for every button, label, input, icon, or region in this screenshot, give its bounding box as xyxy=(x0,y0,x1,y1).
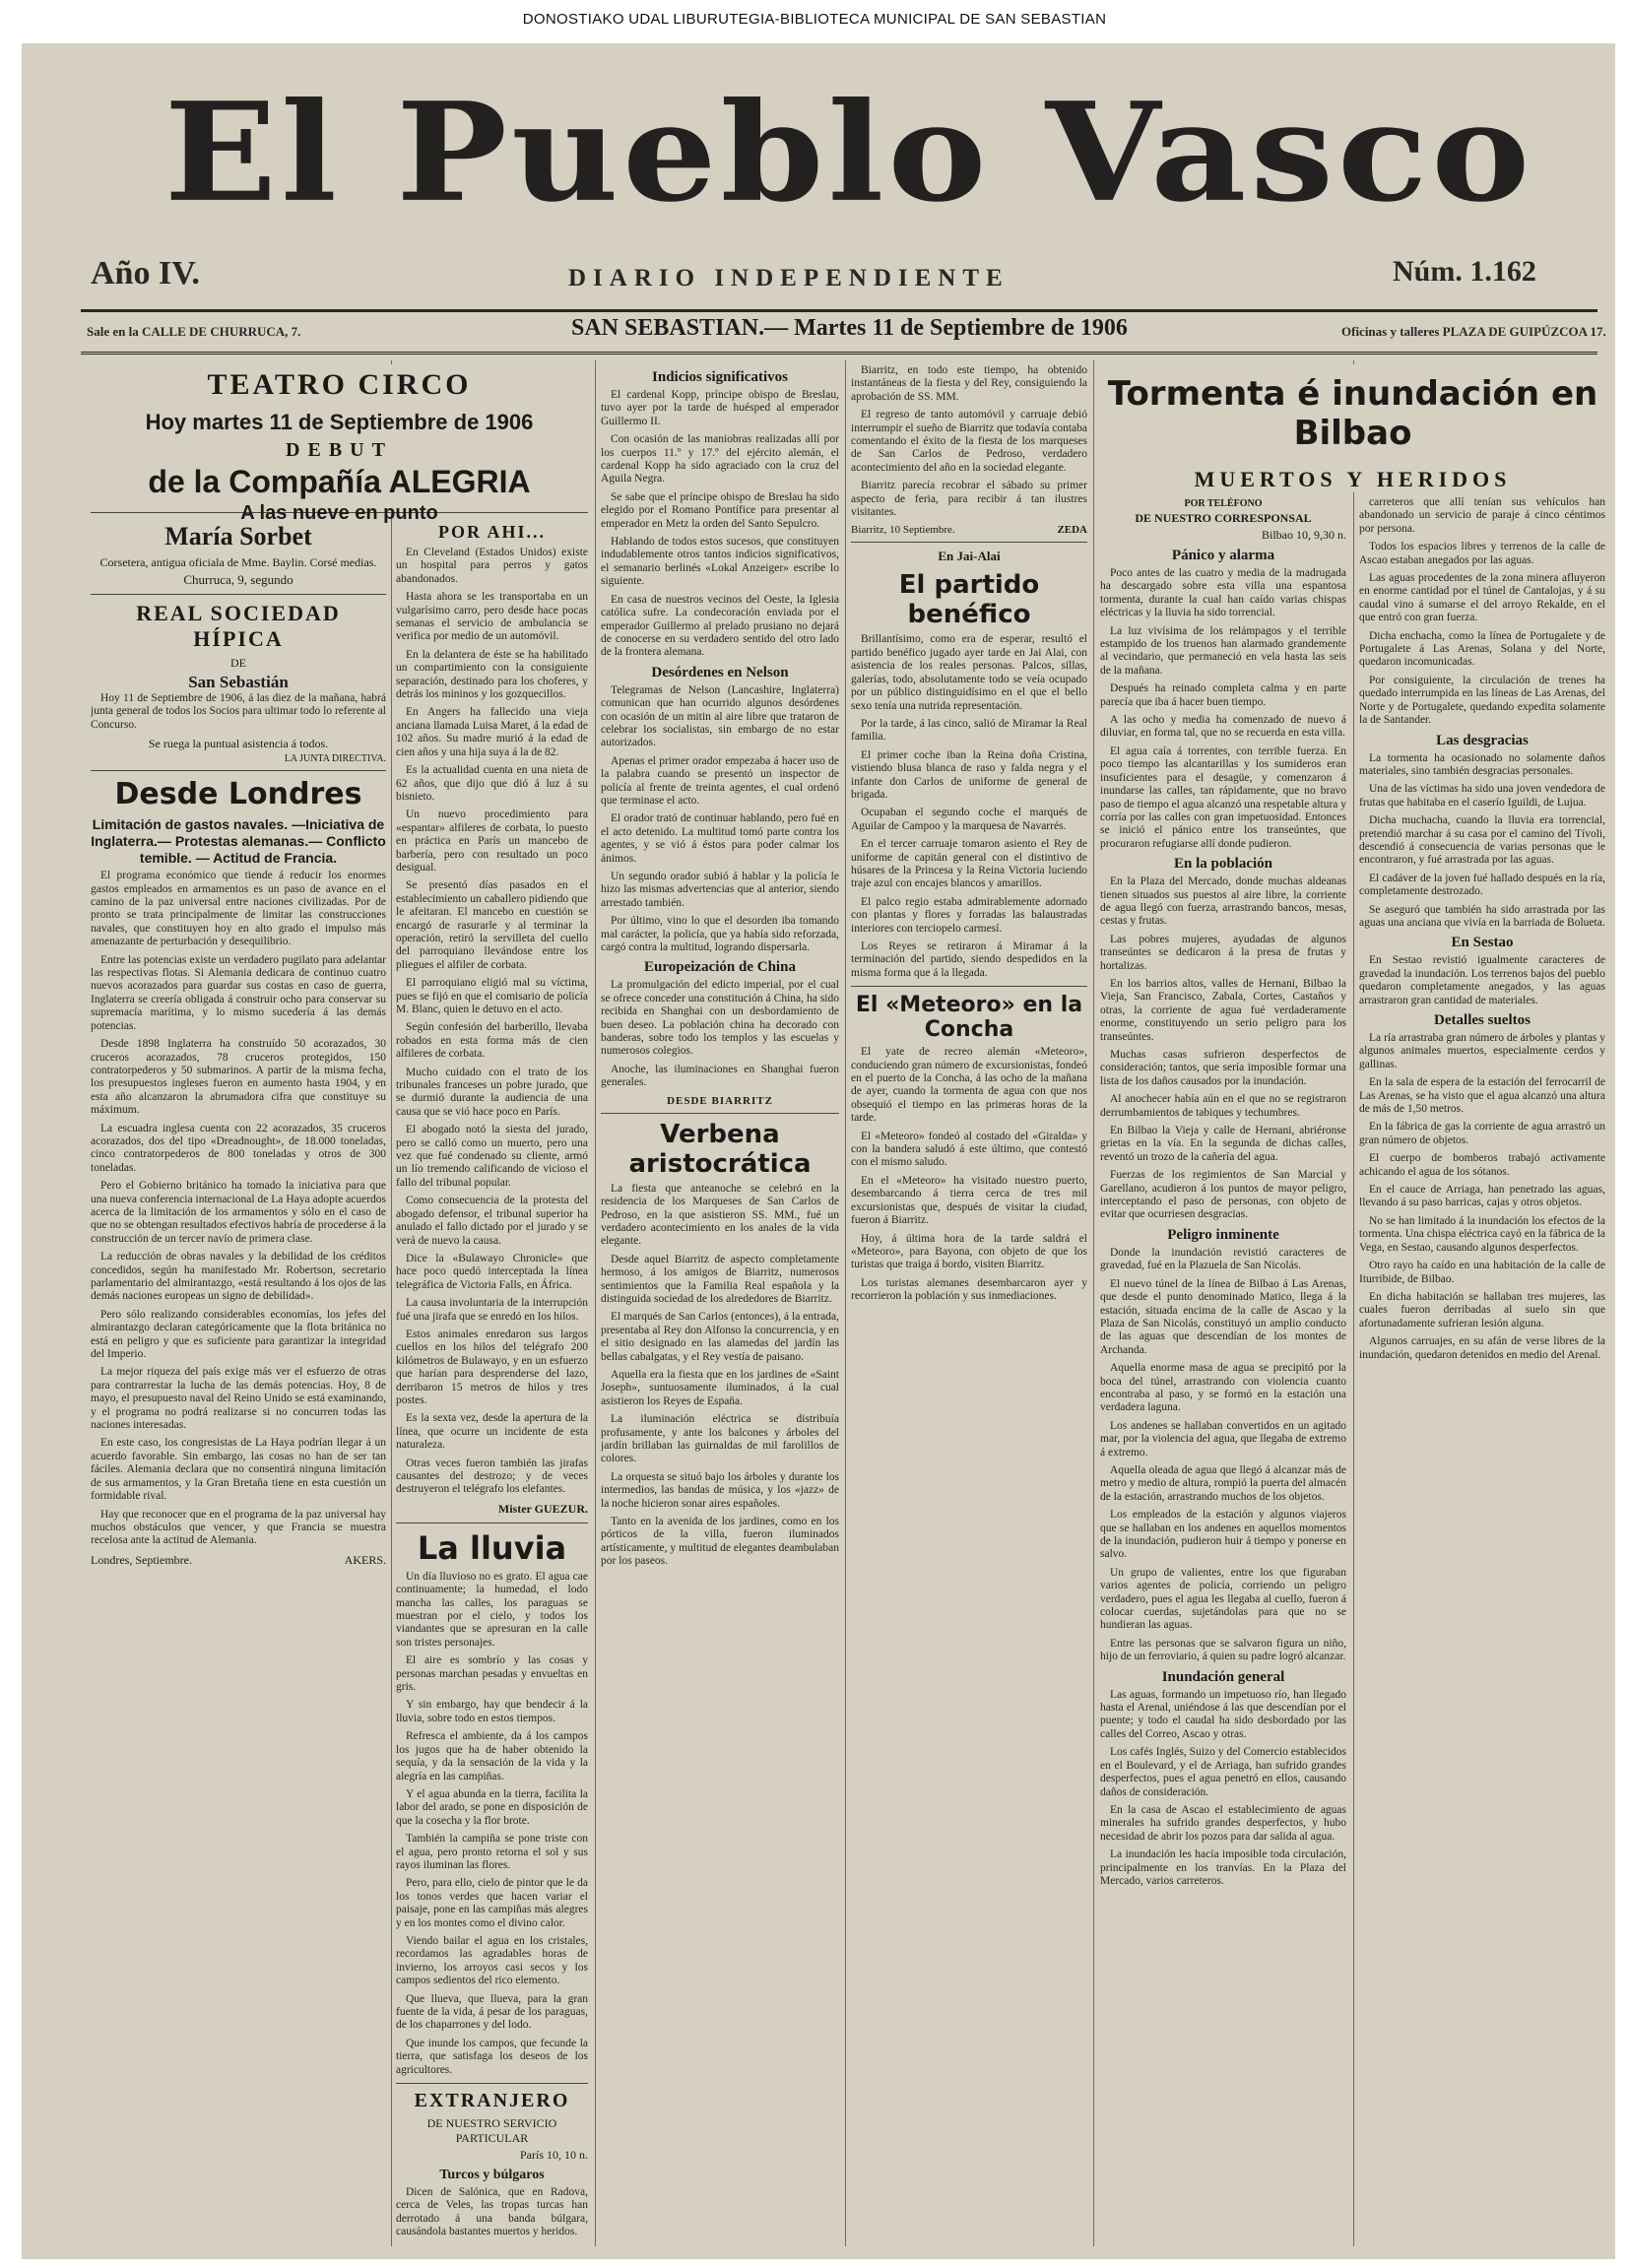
hipica-title: REAL SOCIEDAD HÍPICA xyxy=(136,601,341,651)
column-divider xyxy=(845,360,846,2246)
londres-paragraph: Entre las potencias existe un verdadero pugilato para adelantar las respectivas flotas. Si Alemania dedicara de continuo cuatro nuevos acorazados para guardar sus costas en caso de guerra, Inglaterra se creería obligada á construir ocho para conservar su supremacía marítima, y lo mismo sucedería á las demás potencias. xyxy=(91,953,386,1032)
partido-paragraph: El palco regio estaba admirablemente adornado con plantas y flores y forradas las balaustradas interiores con terciopelo carmesí. xyxy=(851,895,1087,935)
china-title: Europeización de China xyxy=(644,959,796,976)
lluvia-paragraph: El aire es sombrío y las cosas y personas marchan pesadas y envueltas en gris. xyxy=(396,1654,588,1694)
carta-paragraph: El regreso de tanto automóvil y carruaje debió interrumpir el sueño de Biarritz que todavía contaba comentando el éxito de la fiesta de los marqueses de San Carlos de Pedroso, verdadero acontecimiento del año en la sociedad elegante. xyxy=(851,409,1087,474)
tormenta-header xyxy=(1100,364,1605,492)
hipica-note: Se ruega la puntual asistencia á todos. xyxy=(148,737,329,751)
desgracias-paragraph: El cadáver de la joven fué hallado después en la ría, completamente destrozado. xyxy=(1359,872,1605,898)
nelson-paragraph: Un segundo orador subió á hablar y la policía le hizo las mismas advertencias que al anterior, siendo arrestado también. xyxy=(601,871,839,909)
detalles-title: Detalles sueltos xyxy=(1434,1012,1531,1028)
inundacion-paragraph: En la casa de Ascao el establecimiento de aguas minerales ha sufrido grandes desperfectos, y hubo necesidad de abrir los pozos para dar salida al agua. xyxy=(1100,1803,1346,1843)
partido-paragraph: Los Reyes se retiraron á Miramar á la terminación del partido, siendo despedidos en la misma forma que á la llegada. xyxy=(851,940,1087,979)
londres-paragraph: La escuadra inglesa cuenta con 22 acorazados, 35 cruceros acorazados, dos del tipo «Dreadnought», de 18.000 toneladas, cinco contratorpederos de 800 toneladas y otros de 300 toneladas. xyxy=(91,1122,386,1174)
lluvia-paragraph: Refresca el ambiente, da á los campos los jugos que ha de haber obtenido la sequía, y da la sensación de la vida y la alegría en las campiñas. xyxy=(396,1730,588,1782)
teatro-debut: DEBUT xyxy=(286,439,393,461)
carta-paragraph: Biarritz parecía recobrar el sábado su primer aspecto de feria, para recibir á tan ilustres visitantes. xyxy=(851,480,1087,519)
teatro-time: A las nueve en punto xyxy=(240,502,438,524)
bilbao-paragraph: Dicha enchacha, como la línea de Portugalete y de Portugalete á Las Arenas, Solana y del Norte, quedaron incomunicadas. xyxy=(1359,629,1605,669)
verbena-paragraph: Aquella era la fiesta que en los jardines de «Saint Joseph», suntuosamente iluminados, á la cual asistieron los Reyes de España. xyxy=(601,1368,839,1407)
desgracias-paragraph: Dicha muchacha, cuando la lluvia era torrencial, pretendió marchar á su casa por el camino del Tívoli, descendió á consecuencia de varias personas que le encontraron, y fué arrastrada por las aguas. xyxy=(1359,814,1605,867)
porahi-paragraph: El parroquiano eligió mal su víctima, pues se fijó en que el comisario de policía M. Blanc, quien le detuvo en el acto. xyxy=(396,977,588,1015)
detalles-paragraph: El cuerpo de bomberos trabajó activamente achicando el agua de los sótanos. xyxy=(1359,1152,1605,1178)
verbena-paragraph: La fiesta que anteanoche se celebró en la residencia de los Marqueses de San Carlos de Pedroso, en la que asistieron SS. MM., fué un verdadero acontecimiento en los anales de la vida elegante. xyxy=(601,1182,839,1248)
porahi-paragraph: Otras veces fueron también las jirafas causantes del destrozo; y de veces destruyeron el telégrafo los elefantes. xyxy=(396,1457,588,1496)
column-2 xyxy=(396,516,588,2247)
verbena-paragraph: Desde aquel Biarritz de aspecto completamente hermoso, á los amigos de Biarritz, numerosos sentimientos que la Familia Real española y la distinguida sociedad de los alrededores de Biarritz. xyxy=(601,1253,839,1305)
panico-paragraph: Poco antes de las cuatro y media de la madrugada ha descargado sobre esta villa una espantosa tormenta, durante la cual han caído varias chispas eléctricas y la lluvia ha sido torrencial. xyxy=(1100,567,1346,619)
divider xyxy=(396,2083,588,2084)
verbena-title: Verbena aristocrática xyxy=(628,1119,812,1179)
detalles-paragraph: Otro rayo ha caído en una habitación de la calle de Iturribide, de Bilbao. xyxy=(1359,1260,1605,1285)
extranjero-sub: Turcos y búlgaros xyxy=(439,2168,545,2183)
lluvia-title: La lluvia xyxy=(417,1528,567,1567)
column-4 xyxy=(851,364,1087,2247)
poblacion-paragraph: Fuerzas de los regimientos de San Marcial y Garellano, acudieron á los puntos de mayor peligro, interceptando el paso de personas, con objeto de evitar que ocurriesen desgracias. xyxy=(1100,1169,1346,1221)
sestao-title: En Sestao xyxy=(1451,935,1514,951)
desgracias-paragraph: La tormenta ha ocasionado no solamente daños materiales, sino también desgracias personales. xyxy=(1359,751,1605,777)
indicios-paragraph: El cardenal Kopp, príncipe obispo de Breslau, tuvo ayer por la tarde de huésped al emperador Guillermo II. xyxy=(601,389,839,427)
londres-paragraph: Hay que reconocer que en el programa de la paz universal hay muchos obstáculos que vencer, y que Francia se muestra recelosa ante la actitud de Alemania. xyxy=(91,1508,386,1547)
porahi-paragraph: En la delantera de éste se ha habilitado un compartimiento con la consiguiente separación, destinado para los choferes, y detrás los mininos y los gozquecillos. xyxy=(396,648,588,701)
lluvia-paragraph: Que inunde los campos, que fecunde la tierra, que satisfaga los deseos de los agricultores. xyxy=(396,2037,588,2076)
teatro-title: TEATRO CIRCO xyxy=(207,368,472,401)
londres-paragraph: Desde 1898 Inglaterra ha construído 50 acorazados, 30 cruceros acorazados, 78 cruceros protegidos, 150 contratorpederos y 50 submarinos. A partir de la misma fecha, los presupuestos ingleses fueron en aumento hasta 1904, y en esta año alcanzaron la abrumadora cifra que constituye su máximum. xyxy=(91,1038,386,1117)
indicios-paragraph: En casa de nuestros vecinos del Oeste, la Iglesia católica sufre. La condecoración enviada por el emperador Guillermo al prelado prusiano no dejará de conocerse en su verdadero sentido del otro lado de la frontera alemana. xyxy=(601,593,839,659)
meteoro-title: El «Meteoro» en la Concha xyxy=(855,993,1083,1043)
inundacion-title: Inundación general xyxy=(1161,1668,1285,1685)
verbena-paragraph: El marqués de San Carlos (entonces), á la entrada, presentaba al Rey don Alfonso la concurrencia, y en el sitio designado en las alamedas del jardín las bellas cabalgatas, y el Rey vestía de paisano. xyxy=(601,1311,839,1363)
column-3 xyxy=(601,364,839,2247)
lluvia-paragraph: Pero, para ello, cielo de pintor que le da los tonos verdes que hacen variar el paisaje, pone en las campiñas más alegres y en los montes como el divino calor. xyxy=(396,1877,588,1929)
extranjero-text: Dicen de Salónica, que en Radova, cerca de Veles, las tropas turcas han derrotado á una banda búlgara, causándola bastantes muertos y heridos. xyxy=(396,2186,588,2238)
detalles-paragraph: En la fábrica de gas la corriente de agua arrastró un gran número de objetos. xyxy=(1359,1121,1605,1146)
peligro-paragraph: Entre las personas que se salvaron figura un niño, hijo de un ferroviario, á quien su padre logró alcanzar. xyxy=(1100,1637,1346,1663)
detalles-paragraph: En la sala de espera de la estación del ferrocarril de Las Arenas, se ha visto que el agua alcanzó una altura de más de 1,50 metros. xyxy=(1359,1076,1605,1116)
masthead-number: Núm. 1.162 xyxy=(1393,255,1536,288)
indicios-title: Indicios significativos xyxy=(652,369,788,385)
divider xyxy=(851,986,1087,987)
porahi-sign: Mister GUEZUR. xyxy=(497,1501,588,1516)
porahi-paragraph: Mucho cuidado con el trato de los tribunales franceses un pobre jurado, que se durmió durante la audiencia de una causa que se vió hace poco en París. xyxy=(396,1066,588,1118)
indicios-paragraph: Hablando de todos estos sucesos, que constituyen indudablemente otros tantos indicios significativos, el semanario berlinés «Lokal Anzeiger» escribe lo siguiente. xyxy=(601,536,839,588)
teatro-date: Hoy martes 11 de Septiembre de 1906 xyxy=(145,410,534,434)
londres-paragraph: En este caso, los congresistas de La Haya podrían llegar á un acuerdo favorable. Sin embargo, las cosas no han de ser tan fáciles. Alemania declara que no consentirá ninguna limitación de sus armamentos, y la Gran Bretaña tiene en esta cuestión un formidable rival. xyxy=(91,1437,386,1503)
tormenta-title: Tormenta é inundación en Bilbao xyxy=(1107,374,1598,453)
peligro-paragraph: El nuevo túnel de la línea de Bilbao á Las Arenas, que desde el punto denominado Matico, llega á la estación, situada encima de la calle de Ascao y la Plaza de San Nicolás, constituyó un amplio conducto de las aguas que descendían de los montes de Archanda. xyxy=(1100,1277,1346,1356)
londres-paragraph: Pero el Gobierno británico ha tomado la iniciativa para que una nueva conferencia internacional de La Haya adopte acuerdos acerca de la limitación de los armamentos y sólo en el caso de que no se obtengan resultados efectivos habría de procederse á la construcción de un tercer navío de primera clase. xyxy=(91,1180,386,1245)
partido-paragraph: Ocupaban el segundo coche el marqués de Aguilar de Campoo y la marquesa de Navarrés. xyxy=(851,807,1087,832)
porahi-title: POR AHI... xyxy=(437,522,546,542)
sorbet-address: Churruca, 9, segundo xyxy=(183,572,293,587)
divider xyxy=(91,770,386,771)
detalles-paragraph: No se han limitado á la inundación los efectos de la tormenta. Una chispa eléctrica cayó en la fábrica de la Vega, en Sestao, causando algunos desperfectos. xyxy=(1359,1214,1605,1254)
offices-address: Oficinas y talleres PLAZA DE GUIPÚZCOA 17. xyxy=(1341,324,1606,339)
verbena-paragraph: Tanto en la avenida de los jardines, como en los pórticos de la villa, fueron iluminados artísticamente, y multitud de elegantes deambulaban por los paseos. xyxy=(601,1516,839,1568)
londres-paragraph: Pero sólo realizando considerables economías, los jefes del almirantazgo declaran categóricamente que la flota británica no está en peligro y que es suficiente para garantizar la integridad del Imperio. xyxy=(91,1308,386,1361)
porahi-paragraph: Un nuevo procedimiento para «espantar» alfileres de corbata, lo puesto en práctica en París un mancebo de barbería, pero con resultado un poco desigual. xyxy=(396,809,588,874)
biarritz-label: DESDE BIARRITZ xyxy=(667,1094,773,1107)
bilbao-paragraph: Las aguas procedentes de la zona minera afluyeron en enorme cantidad por el túnel de Cantalojas, y á su caudal vino á sumarse el del arroyo Rekalde, en el que entró con gran fuerza. xyxy=(1359,572,1605,624)
china-text: La promulgación del edicto imperial, por el cual se ofrece conceder una constitución á China, ha sido recibida en Shanghai con un desbordamiento de buen deseo. La población china ha decorado con banderas, sobre todo los templos y las escuelas y numerosos colegios. xyxy=(601,979,839,1058)
poblacion-paragraph: Muchas casas sufrieron desperfectos de consideración; tantos, que sería imposible formar una lista de los daños causados por la inundación. xyxy=(1100,1049,1346,1087)
inundacion-paragraph: Los cafés Inglés, Suizo y del Comercio establecidos en el Boulevard, y el de Arriaga, han sufrido grandes desperfectos, pues el agua penetró en ellos, causando daños de consideración. xyxy=(1100,1746,1346,1798)
porahi-paragraph: El abogado notó la siesta del jurado, pero se calló como un muerto, pero una vez que fué condenado su cliente, armó un lío tremendo calificando de vicioso el fallo del tribunal popular. xyxy=(396,1124,588,1189)
verbena-paragraph: La orquesta se situó bajo los árboles y durante los intermedios, las bandas de música, y los «jazz» de la noche hicieron sonar aires españoles. xyxy=(601,1470,839,1510)
peligro-paragraph: Aquella oleada de agua que llegó á alcanzar más de metro y medio de altura, rompió la puerta del almacén de la estación, arrastrando muchos de los objetos. xyxy=(1100,1463,1346,1503)
porahi-paragraph: Es la sexta vez, desde la apertura de la línea, que ocurre un incidente de esta naturaleza. xyxy=(396,1412,588,1452)
londres-paragraph: La mejor riqueza del país exige más ver el esfuerzo de otras para contrarrestar la lucha de las demás potencias. Hoy, 8 de mayo, el presupuesto naval del Reino Unido se está examinando, y el programa no podrá realizarse si no concurren todas las naciones interesadas. xyxy=(91,1366,386,1432)
londres-paragraph: La reducción de obras navales y la debilidad de los créditos concedidos, según ha manifestado Mr. Robertson, secretario parlamentario del almirantazgo, «está resultando á los ojos de las demás naciones europeas un signo de debilidad». xyxy=(91,1251,386,1303)
tormenta-subtitle: MUERTOS Y HERIDOS xyxy=(1194,467,1512,491)
porahi-paragraph: Dice la «Bulawayo Chronicle» que hace poco quedó interceptada la línea telegráfica de Victoria Falls, en África. xyxy=(396,1252,588,1291)
peligro-paragraph: Donde la inundación revistió caracteres de gravedad, fué en la Plazuela de San Nicolás. xyxy=(1100,1246,1346,1272)
extranjero-time: París 10, 10 n. xyxy=(520,2148,588,2163)
carta-paragraph: Biarritz, en todo este tiempo, ha obtenido instantáneas de la fiesta y del Rey, consiguiendo la aprobación de SS. MM. xyxy=(851,364,1087,403)
masthead-title: El Pueblo Vasco xyxy=(163,73,1534,232)
dateline: SAN SEBASTIAN.— Martes 11 de Septiembre de 1906 xyxy=(571,315,1128,341)
verbena-paragraph: La iluminación eléctrica se distribuía profusamente, y ante los balcones y árboles del jardín brillaban las guirnaldas de mil farolillos de colores. xyxy=(601,1413,839,1465)
indicios-paragraph: Se sabe que el príncipe obispo de Breslau ha sido elegido por el Romano Pontífice para presentar al emperador en Metz la orden del Santo Sepulcro. xyxy=(601,490,839,530)
porahi-paragraph: Estos animales enredaron sus largos cuellos en los hilos del telégrafo 200 kilómetros de Bulawayo, y en un esfuerzo que harían para desprenderse del lazo, derribaron 15 metros de hilos y tres postes. xyxy=(396,1328,588,1406)
column-5 xyxy=(1100,496,1346,2247)
newspaper-page xyxy=(22,43,1615,2259)
masthead-subtitle: DIARIO INDEPENDIENTE xyxy=(568,265,1010,292)
column-divider xyxy=(595,360,596,2246)
porahi-paragraph: Se presentó días pasados en el establecimiento un caballero pidiendo que le afeitaran. El mancebo en cuestión se encargó de rasurarle y al terminar la operación, retiró la servilleta del cuello del parroquiano llevándose entre los pliegues el alfiler de corbata. xyxy=(396,879,588,971)
divider xyxy=(91,594,386,595)
peligro-paragraph: Un grupo de valientes, entre los que figuraban varios agentes de policía, corriendo un peligro verdadero, pues el agua les llegaba al cuello, fueron á colocar cuerdas, sujetándolas para que no se hundieran las aguas. xyxy=(1100,1566,1346,1632)
sorbet-name: María Sorbet xyxy=(164,522,312,551)
desgracias-paragraph: Una de las víctimas ha sido una joven vendedora de frutas que habitaba en el caserío Iguildi, de Lujua. xyxy=(1359,783,1605,809)
desgracias-title: Las desgracias xyxy=(1436,732,1529,748)
porahi-paragraph: Hasta ahora se les transportaba en un vulgarísimo carro, pero desde hace pocas semanas el servicio de ambulancia se verifica por medio de un automóvil. xyxy=(396,591,588,643)
divider xyxy=(601,1113,839,1114)
meteoro-paragraph: En el «Meteoro» ha visitado nuestro puerto, desembarcando á tierra cerca de tres mil excursionistas que, después de visitar la ciudad, fueron á Biarritz. xyxy=(851,1174,1087,1227)
panico-title: Pánico y alarma xyxy=(1171,548,1275,563)
porahi-paragraph: En Cleveland (Estados Unidos) existe un hospital para perros y gatos abandonados. xyxy=(396,547,588,585)
tormenta-corr: DE NUESTRO CORRESPONSAL xyxy=(1135,511,1312,525)
peligro-title: Peligro inminente xyxy=(1167,1226,1279,1243)
sale-address: Sale en la CALLE DE CHURRUCA, 7. xyxy=(87,324,301,339)
bilbao-paragraph: Todos los espacios libres y terrenos de la calle de Ascao estaban anegados por las aguas. xyxy=(1359,541,1605,566)
partido-paragraph: En el tercer carruaje tomaron asiento el Rey de uniforme de capitán general con el distintivo de húsares de la Princesa y la Reina Victoria luciendo traje azul con encajes blancos y amarillos. xyxy=(851,838,1087,890)
carta-sign: ZEDA xyxy=(1057,524,1087,537)
porahi-paragraph: Es la actualidad cuenta en una nieta de 62 años, que dijo que dió á luz á su bisnieto. xyxy=(396,764,588,803)
meteoro-paragraph: Hoy, á última hora de la tarde saldrá el «Meteoro», para Bayona, con objeto de que los turistas que traiga á bordo, visiten Biarritz. xyxy=(851,1232,1087,1271)
lluvia-paragraph: Viendo bailar el agua en los cristales, recordamos las agradables horas de invierno, los arroyos casi secos y los campos sedientos del rico elemento. xyxy=(396,1934,588,1987)
nelson-paragraph: Por último, vino lo que el desorden iba tomando mal carácter, la policía, que ya había sido reforzada, cargó contra la multitud, logrando dispersarla. xyxy=(601,915,839,954)
poblacion-title: En la población xyxy=(1173,856,1273,873)
partido-paragraph: Por la tarde, á las cinco, salió de Miramar la Real familia. xyxy=(851,717,1087,744)
divider xyxy=(851,542,1087,543)
extranjero-service: DE NUESTRO SERVICIO PARTICULAR xyxy=(426,2116,557,2146)
hipica-city: San Sebastián xyxy=(188,673,289,691)
tormenta-tel: POR TELÉFONO xyxy=(1184,498,1263,509)
porahi-paragraph: En Angers ha fallecido una vieja anciana llamada Luisa Maret, á la edad de 102 años. Su madre murió á la edad de cien años y una hija suya á la de 82. xyxy=(396,706,588,758)
bilbao-paragraph: Por consiguiente, la circulación de trenes ha quedado interrumpida en las líneas de Las Arenas, del Norte y de Portugalete, quedando expedita solamente la de Santander. xyxy=(1359,674,1605,727)
partido-paragraph: El primer coche iban la Reina doña Cristina, vistiendo blusa blanca de raso y falda negra y el infante don Carlos de uniforme de general de brigada. xyxy=(851,748,1087,801)
londres-place: Londres, Septiembre. xyxy=(91,1552,192,1567)
lluvia-paragraph: Un día lluvioso no es grato. El agua cae continuamente; la humedad, el lodo mancha las calles, los paraguas se muestran por el cielo, y todos los viandantes que se apresuran en la calle son tristes personajes. xyxy=(396,1570,588,1649)
tormenta-time: Bilbao 10, 9,30 n. xyxy=(1262,528,1346,542)
china-note: Anoche, las iluminaciones en Shanghai fueron generales. xyxy=(601,1063,839,1089)
londres-title: Desde Londres xyxy=(114,777,362,812)
poblacion-paragraph: Las pobres mujeres, ayudadas de algunos transeúntes se dedicaron á la presa de frutas y hortalizas. xyxy=(1100,933,1346,972)
indicios-paragraph: Con ocasión de las maniobras realizadas allí por los cuerpos 11.º y 17.º del ejército alemán, el cardenal Kopp ha sido agraciado con la cruz del Aguila Negra. xyxy=(601,433,839,486)
peligro-paragraph: Los andenes se hallaban convertidos en un agitado mar, por la violencia del agua, que llegaba de extremo á extremo. xyxy=(1100,1419,1346,1458)
poblacion-paragraph: En la Plaza del Mercado, donde muchas aldeanas tienen situados sus puestos al aire libre, la corriente de agua llegó con fuerza, arrastrando bancos, mesas, cestas y frutas. xyxy=(1100,875,1346,928)
partido-title: El partido benéfico xyxy=(898,570,1040,630)
partido-paragraph: Brillantísimo, como era de esperar, resultó el partido benéfico jugado ayer tarde en Jai Alai, con asistencia de los reales personas. Palcos, sillas, galerías, todo, absolutamente todo se veía ocupado por un público distinguidísimo en el que el bello sexo tenía una nutrida representación. xyxy=(851,633,1087,712)
panico-paragraph: La luz vivísima de los relámpagos y el terrible estampido de los truenos han alarmado grandemente al vecindario, que permaneció en vela hasta las seis de la mañana. xyxy=(1100,624,1346,677)
lluvia-paragraph: Y el agua abunda en la tierra, facilita la labor del arado, se pone en disposición de que la cosecha y la flor brote. xyxy=(396,1787,588,1827)
lluvia-paragraph: Y sin embargo, hay que bendecir á la lluvia, sobre todo en estos tiempos. xyxy=(396,1699,588,1724)
hipica-de: DE xyxy=(230,656,246,670)
nelson-paragraph: El orador trató de continuar hablando, pero fué en el acto detenido. La multitud tomó parte contra los agentes, y se vió á éstos para poder calmar los ánimos. xyxy=(601,812,839,865)
teatro-company: de la Compañía ALEGRIA xyxy=(148,464,531,499)
nelson-title: Desórdenes en Nelson xyxy=(651,664,789,680)
column-divider xyxy=(1353,360,1354,2246)
porahi-paragraph: Como consecuencia de la protesta del abogado defensor, el tribunal superior ha anulado el fallo dictado por el jurado y se verá de nuevo la causa. xyxy=(396,1195,588,1247)
peligro-paragraph: Aquella enorme masa de agua se precipitó por la boca del túnel, arrastrando con violencia cuanto encontraba al paso, y se formó en la estación una verdadera laguna. xyxy=(1100,1362,1346,1414)
sestao-text: En Sestao revistió igualmente caracteres de gravedad la inundación. Los terrenos bajos del pueblo quedaron completamente anegados, y las aguas arrastraron gran cantidad de materiales. xyxy=(1359,954,1605,1006)
porahi-paragraph: La causa involuntaria de la interrupción fué una jirafa que se enredó en los hilos. xyxy=(396,1297,588,1323)
nelson-paragraph: Apenas el primer orador empezaba á hacer uso de la palabra cuando se presentó un inspector de policía al frente de treinta agentes, el cual ordenó que terminase el acto. xyxy=(601,754,839,807)
porahi-paragraph: Según confesión del barberillo, llevaba robados en esta forma más de cien alfileres de corbata. xyxy=(396,1021,588,1061)
panico-paragraph: El agua caía á torrentes, con terrible fuerza. En poco tiempo las alcantarillas y los sumideros eran insuficientes para el desagüe, y comenzaron á inundarse las calles, tan rápidamente, que no bravo paso de tiempo el agua alcanzó una respetable altura y corría por las calles con gran impetuosidad. Entonces se inició el pánico entre los transeúntes, que procuraron refugiarse allí donde pudieron. xyxy=(1100,745,1346,850)
archive-header: DONOSTIAKO UDAL LIBURUTEGIA-BIBLIOTECA MUNICIPAL DE SAN SEBASTIAN xyxy=(0,0,1629,39)
detalles-paragraph: En el cauce de Arriaga, han penetrado las aguas, llevando á su paso barricas, cajas y otros objetos. xyxy=(1359,1184,1605,1209)
poblacion-paragraph: Al anochecer había aún en el que no se registraron derrumbamientos de tabiques y techumbres. xyxy=(1100,1093,1346,1119)
extranjero-title: EXTRANJERO xyxy=(414,2090,570,2112)
detalles-paragraph: En dicha habitación se hallaban tres mujeres, las cuales fueron derribadas al suelo sin que afortunadamente sufrieran lesión alguna. xyxy=(1359,1290,1605,1329)
detalles-paragraph: Algunos carruajes, en su afán de verse libres de la inundación, quedaron detenidos en medio del Arenal. xyxy=(1359,1335,1605,1361)
teatro-ad xyxy=(91,364,588,524)
jaialai-label: En Jai-Alai xyxy=(938,549,1001,564)
column-6 xyxy=(1359,496,1605,2247)
divider xyxy=(81,309,1597,312)
masthead-year: Año IV. xyxy=(91,255,200,292)
panico-paragraph: A las ocho y media ha comenzado de nuevo á diluviar, en forma tal, que no se recuerda en esta villa. xyxy=(1100,714,1346,740)
column-divider xyxy=(1093,360,1094,2246)
londres-paragraph: El programa económico que tiende á reducir los enormes gastos empleados en armamentos es un paso de avance en el camino de la paz universal entre naciones civilizadas. Por de pronto se trata principalmente de limitar las construcciones navales, que constituyen hoy en alto grado el impulso más amenazante de perturbación y desequilibrio. xyxy=(91,870,386,948)
inundacion-paragraph: Las aguas, formando un impetuoso río, han llegado hasta el Arenal, uniéndose á las que descendían por el puente; y todo el caudal ha sido desbordado por las calles del Correo, Ascao y otras. xyxy=(1100,1688,1346,1740)
sorbet-text: Corsetera, antigua oficiala de Mme. Baylin. Corsé medias. xyxy=(99,555,377,569)
detalles-paragraph: La ría arrastraba gran número de árboles y plantas y algunos animales muertos, especialmente cerdos y gallinas. xyxy=(1359,1032,1605,1070)
londres-summary: Limitación de gastos navales. —Iniciativa de Inglaterra.— Protestas alemanas.— Conflicto temible. — Actitud de Francia. xyxy=(91,816,386,867)
poblacion-paragraph: En los barrios altos, valles de Hernani, Bilbao la Vieja, San Francisco, Zabala, Cortes, Castaños y otras, la corriente de agua fué verdaderamente enorme, constituyendo un serio peligro para los transeúntes. xyxy=(1100,977,1346,1043)
meteoro-paragraph: El «Meteoro» fondeó al costado del «Giralda» y con la bandera saludó á este último, que contestó con el mismo saludo. xyxy=(851,1130,1087,1169)
desgracias-paragraph: Se aseguró que también ha sido arrastrada por las aguas una anciana que vivía en la barriada de Bolueta. xyxy=(1359,903,1605,929)
panico-paragraph: Después ha reinado completa calma y en parte parecía que iba á hacer buen tiempo. xyxy=(1100,682,1346,708)
hipica-text: Hoy 11 de Septiembre de 1906, á las diez de la mañana, habrá junta general de todos los Socios para ultimar todo lo referente al Concurso. xyxy=(91,692,386,731)
poblacion-paragraph: En Bilbao la Vieja y calle de Hernani, abriéronse grietas en la vía. En la segunda de dichas calles, reventó un trozo de la cañería del agua. xyxy=(1100,1125,1346,1163)
hipica-sign: LA JUNTA DIRECTIVA. xyxy=(284,753,386,765)
londres-sign: AKERS. xyxy=(344,1552,386,1567)
lluvia-paragraph: También la campiña se pone triste con el agua, pero pronto retorna el sol y sus rayos iluminan las flores. xyxy=(396,1833,588,1871)
nelson-paragraph: Telegramas de Nelson (Lancashire, Inglaterra) comunican que han ocurrido algunos desórdenes con ocasión de un mitin al aire libre que trataron de celebrar los socialistas, sin embargo de no estar autorizados. xyxy=(601,683,839,749)
lluvia-paragraph: Que llueva, que llueva, para la gran fuente de la vida, á pesar de los paraguas, de los chaparrones y del lodo. xyxy=(396,1992,588,2032)
carta-place: Biarritz, 10 Septiembre. xyxy=(851,524,955,537)
column-1 xyxy=(91,516,386,2247)
divider xyxy=(81,352,1597,355)
column-divider xyxy=(391,360,392,2246)
meteoro-paragraph: El yate de recreo alemán «Meteoro», conduciendo gran número de excursionistas, fondeó en el puerto de la Concha, á las ocho de la mañana de ayer, cuando la tormenta de agua con que nos obsequió el tiempo en las primeras horas de la tarde. xyxy=(851,1046,1087,1125)
bilbao-paragraph: carreteros que allí tenían sus vehículos han abandonado un servicio de paraje á cinco céntimos por persona. xyxy=(1359,496,1605,535)
peligro-paragraph: Los empleados de la estación y algunos viajeros que se hallaban en los andenes en aquellos momentos de la inundación, pudieron huir á tiempo y ponerse en salvo. xyxy=(1100,1509,1346,1561)
inundacion-paragraph: La inundación les hacía imposible toda circulación, principalmente en los tranvías. En la Plaza del Mercado, varios carreteros. xyxy=(1100,1848,1346,1887)
meteoro-paragraph: Los turistas alemanes desembarcaron ayer y recorrieron la población y sus inmediaciones. xyxy=(851,1276,1087,1303)
